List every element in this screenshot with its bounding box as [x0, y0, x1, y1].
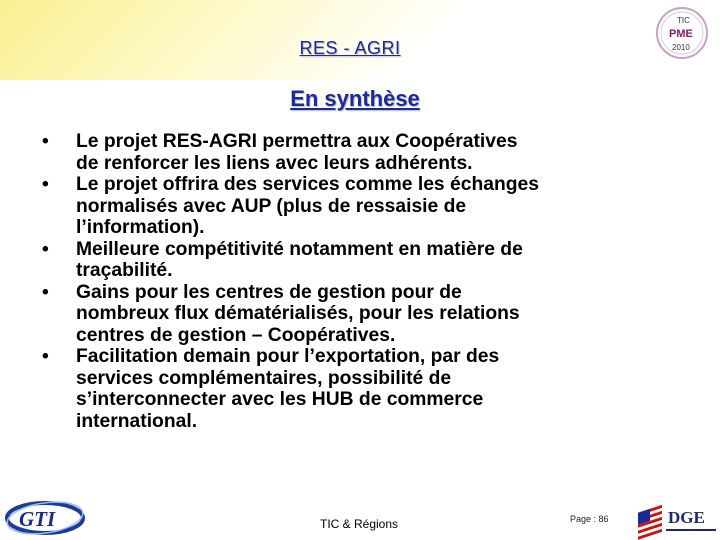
footer-center-text: TIC & Régions: [320, 517, 399, 531]
badge-line3: 2010: [672, 43, 690, 52]
bullet-marker: •: [42, 174, 49, 195]
tic-pme-2010-badge-icon: [655, 6, 709, 60]
bullet-marker: •: [42, 131, 49, 152]
bullet-line: Le projet RES-AGRI permettra aux Coopératives: [76, 131, 518, 152]
slide-title: En synthèse: [290, 86, 420, 111]
bullet-item: [34, 174, 704, 239]
bullet-item: [34, 346, 704, 432]
bullet-line: nombreux flux dématérialisés, pour les relations: [76, 303, 520, 324]
bullet-line: de renforcer les liens avec leurs adhérents.: [76, 152, 473, 174]
bullet-line: Meilleure compétitivité notamment en matière de: [76, 238, 523, 260]
bullet-list: [34, 131, 704, 432]
badge-line1: TIC: [677, 16, 690, 25]
bullet-marker: •: [42, 346, 49, 367]
bullet-line: s’interconnecter avec les HUB de commerce: [76, 389, 484, 410]
bullet-marker: •: [42, 281, 49, 303]
bullet-line: l’information).: [76, 217, 205, 238]
bullet-line: centres de gestion – Coopératives.: [76, 324, 396, 346]
badge-line2: PME: [669, 28, 693, 40]
bullet-line: normalisés avec AUP (plus de ressaisie de: [76, 195, 467, 217]
bullet-line: Le projet offrira des services comme les échanges: [76, 174, 539, 195]
bullet-line: services complémentaires, possibilité de: [76, 367, 452, 389]
bullet-line: Facilitation demain pour l’exportation, par des: [76, 346, 500, 367]
bullet-item: [34, 282, 704, 347]
bullet-item: [34, 239, 704, 282]
bullet-line: Gains pour les centres de gestion pour de: [76, 281, 462, 303]
dge-logo-text: DGE: [668, 508, 705, 527]
header-title: RES - AGRI: [299, 38, 401, 58]
bullet-line: traçabilité.: [76, 260, 173, 281]
bullet-line: international.: [76, 410, 198, 432]
bullet-marker: •: [42, 238, 49, 260]
gti-logo-text: GTI: [19, 507, 56, 531]
dge-logo-icon: [634, 494, 718, 540]
gti-logo-icon: [4, 495, 86, 537]
bullet-item: [34, 131, 704, 174]
page-number: Page : 86: [570, 514, 609, 524]
